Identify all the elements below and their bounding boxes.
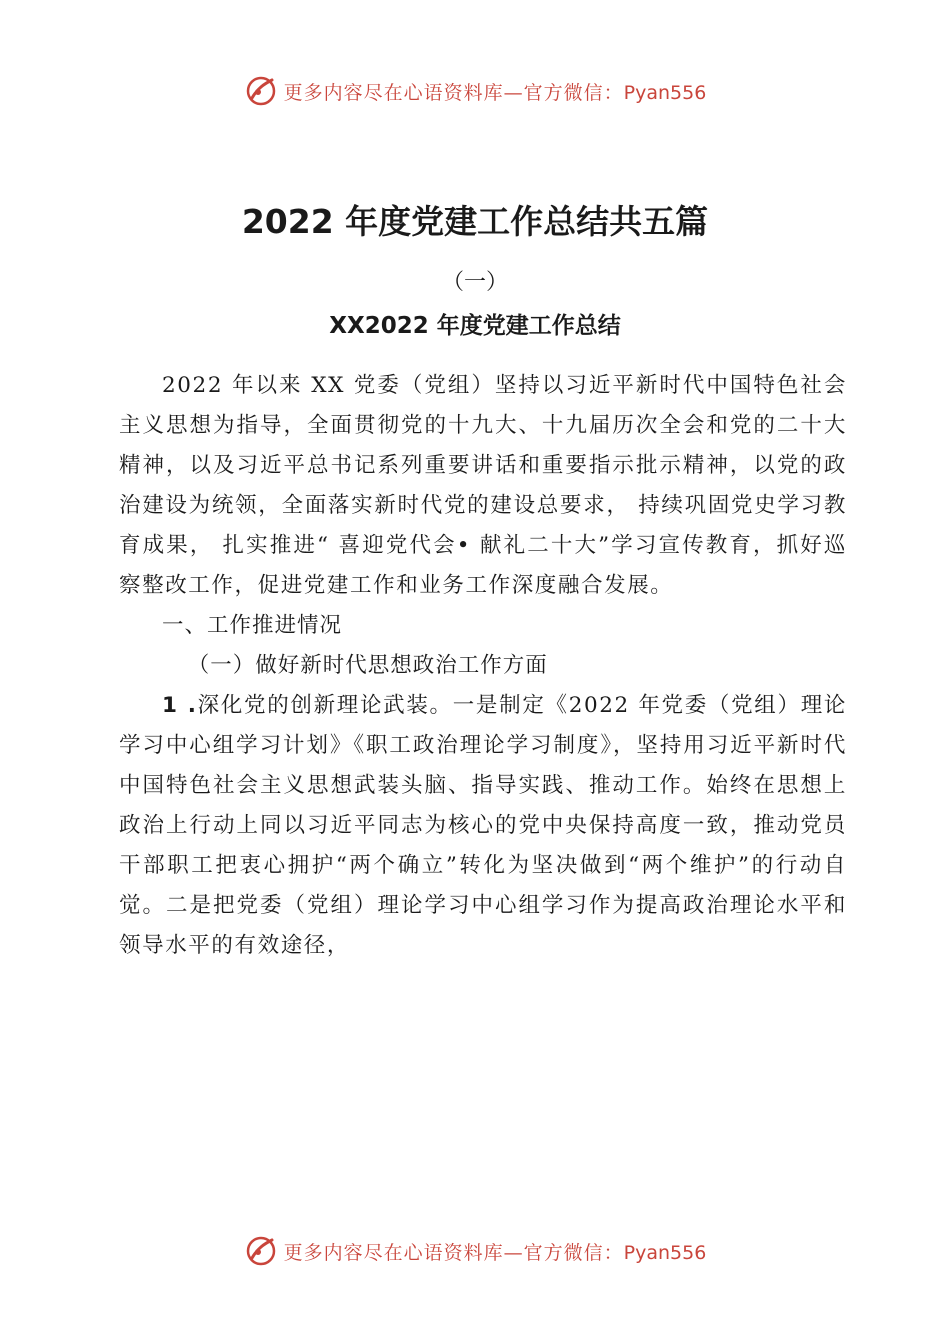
heading-level-1: 一、工作推进情况 (162, 613, 343, 638)
document-body (119, 366, 847, 966)
point-1-number: 1 . (162, 693, 198, 718)
brush-logo-icon (244, 1234, 278, 1268)
brush-logo-icon (244, 74, 278, 108)
section-number: （一） (441, 270, 508, 295)
watermark-header (0, 74, 950, 108)
watermark-text: 更多内容尽在心语资料库—官方微信： (283, 81, 624, 104)
point-1-paragraph (119, 686, 847, 966)
heading-level-2: （一）做好新时代思想政治工作方面 (187, 653, 548, 678)
section-title: XX2022 年度党建工作总结 (329, 313, 621, 339)
watermark-wechat-id: Pyan556 (623, 81, 707, 104)
point-1-text: 深化党的创新理论武装。一是制定《2022 年党委（党组）理论学习中心组学习计划》《职工政治理论学习制度》，坚持用习近平新时代中国特色社会主义思想武装头脑、指导实践、推动工作。始终在思想上政治上行动上同以习近平同志为核心的党中央保持高度一致，推动党员干部职工把衷心拥护“两个确立”转化为坚决做到“两个维护”的行动自觉。二是把党委（党组）理论学习中心组学习作为提高政治理论水平和领导水平的有效途径， (119, 693, 847, 958)
watermark-wechat-id: Pyan556 (623, 1241, 707, 1264)
intro-paragraph: 2022 年以来 XX 党委（党组）坚持以习近平新时代中国特色社会主义思想为指导，全面贯彻党的十九大、十九届历次全会和党的二十大精神，以及习近平总书记系列重要讲话和重要指示批示精神，以党的政治建设为统领，全面落实新时代党的建设总要求， 持续巩固党史学习教育成果， 扎实推进“ 喜迎党代会• 献礼二十大”学习宣传教育，抓好巡察整改工作，促进党建工作和业务工作深度融合发展。 (119, 373, 847, 598)
watermark-text: 更多内容尽在心语资料库—官方微信： (283, 1241, 624, 1264)
document-title: 2022 年度党建工作总结共五篇 (241, 202, 709, 241)
watermark-footer (0, 1234, 950, 1268)
